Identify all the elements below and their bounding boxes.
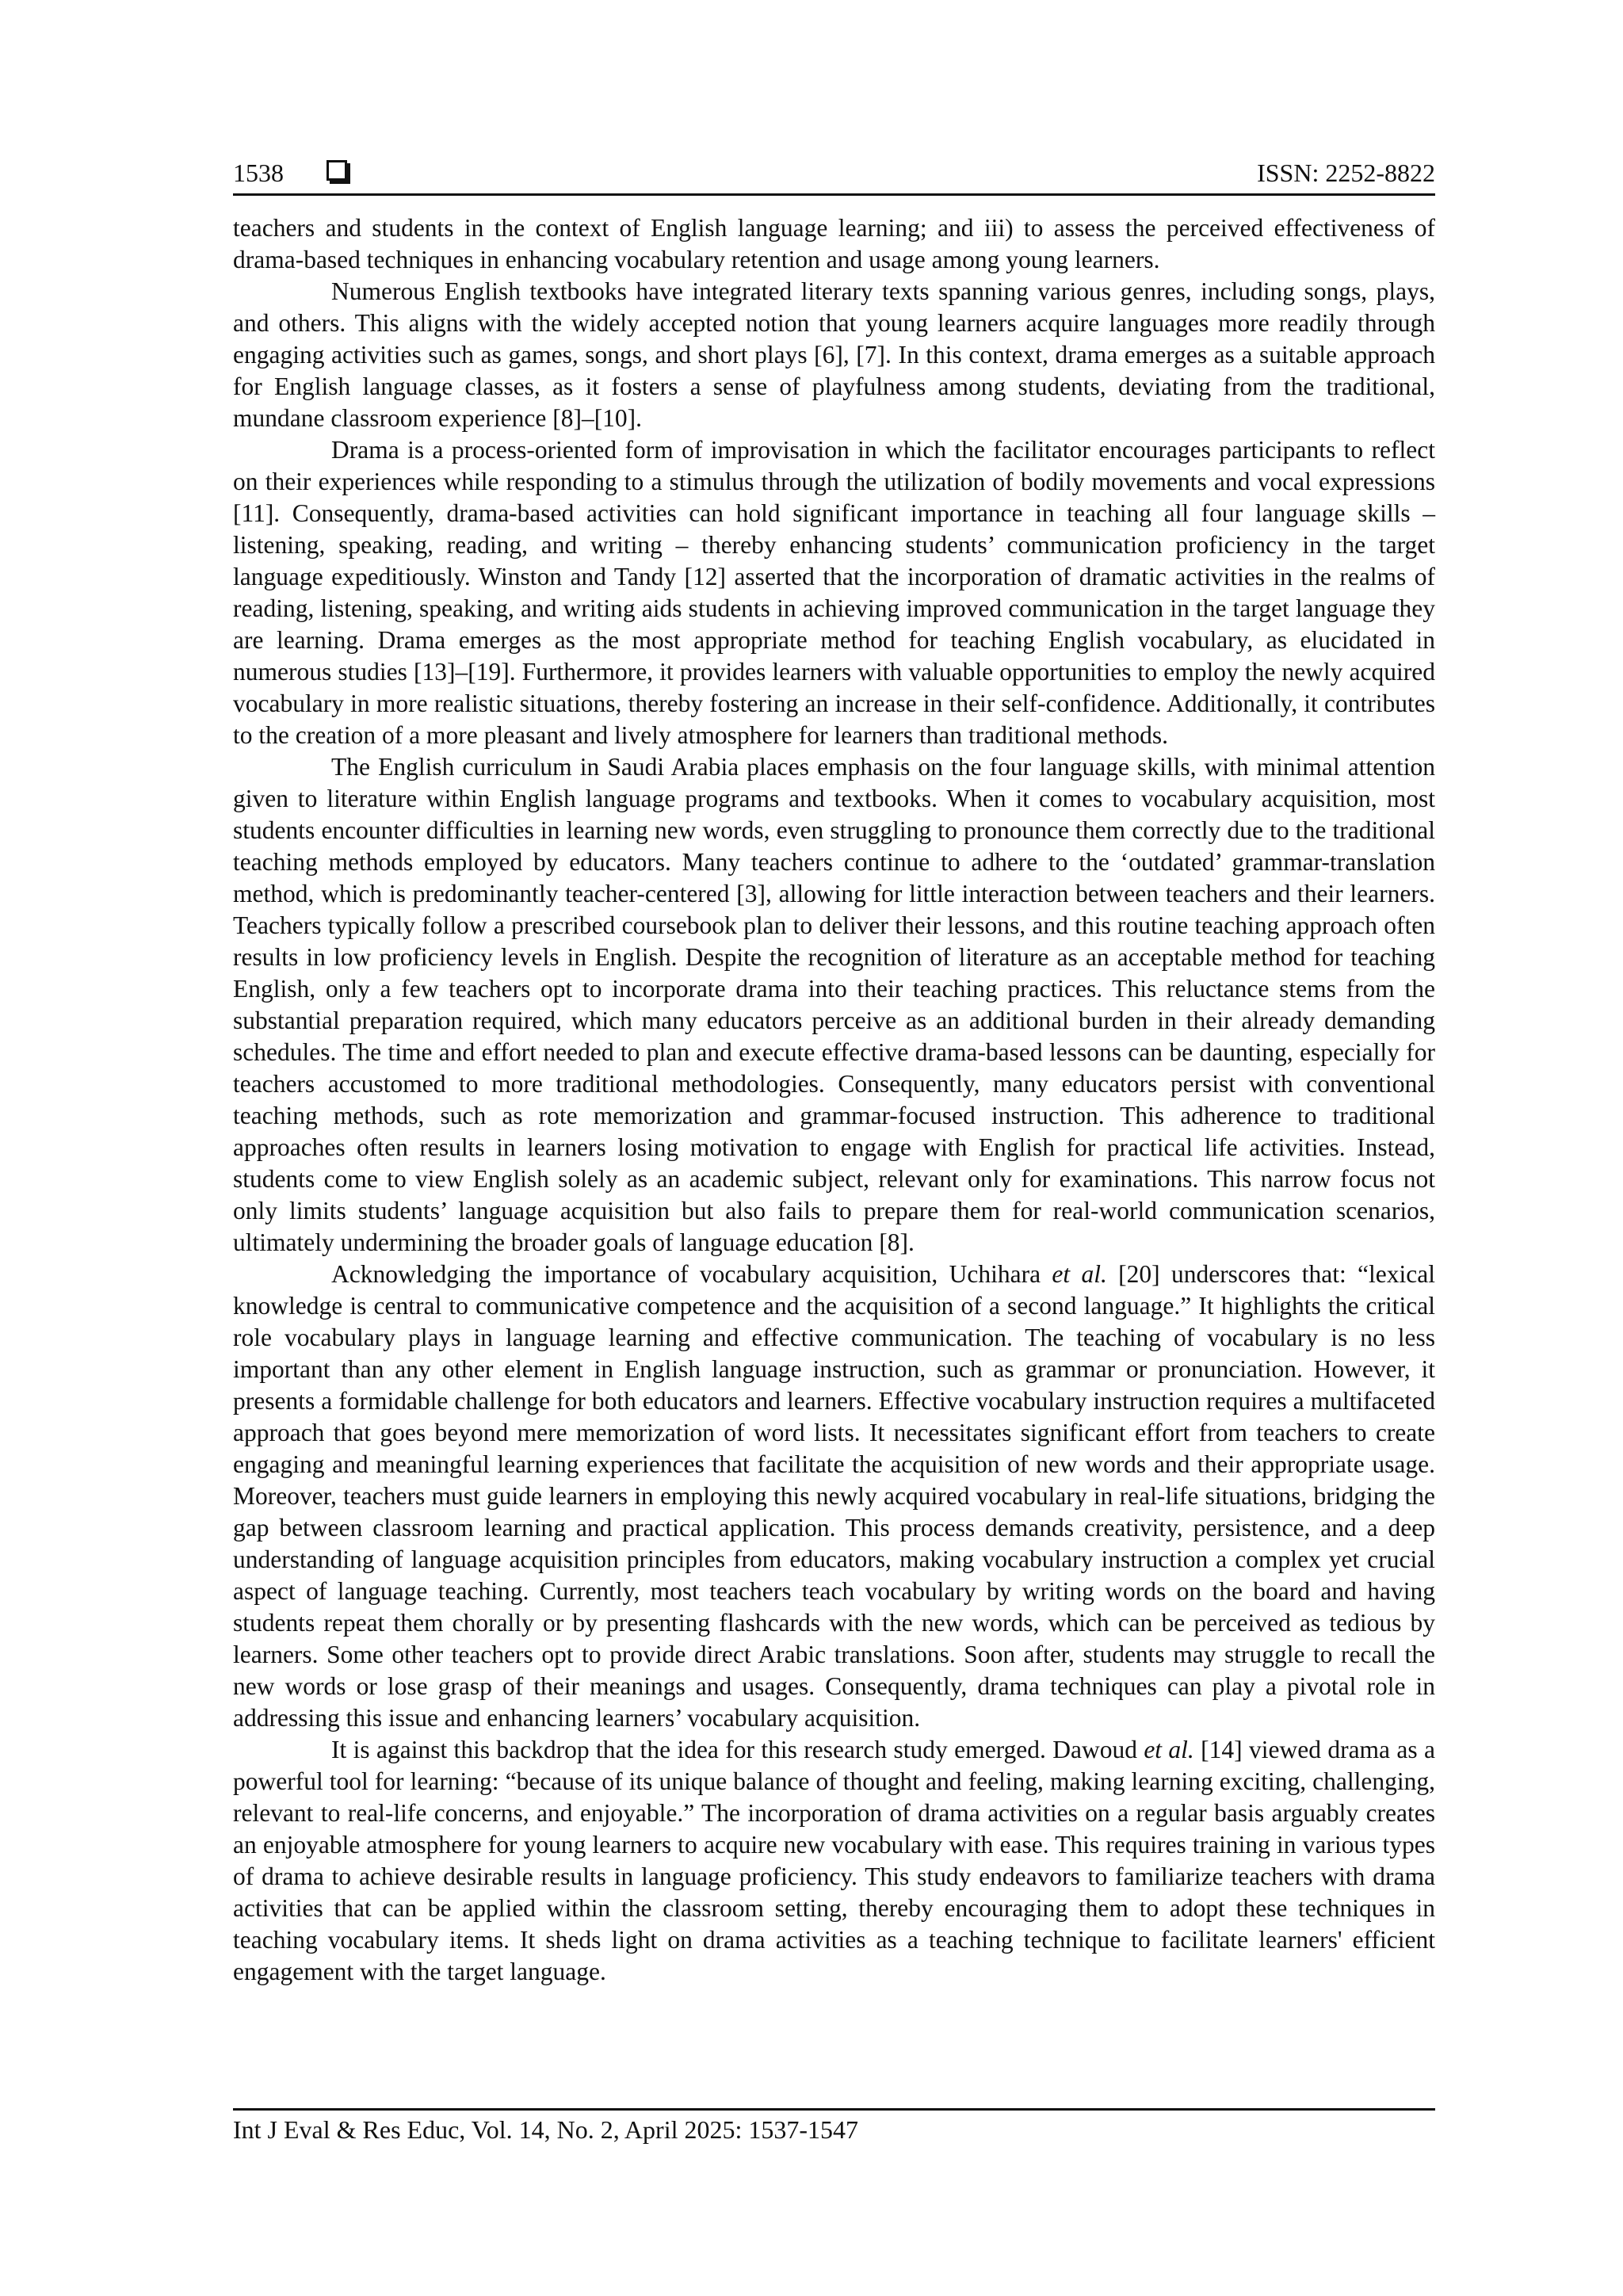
paragraph-2: Numerous English textbooks have integrated literary texts spanning various genres, including songs, plays, and others. This aligns with the widely accepted notion that young learners acquire languages more readily through engaging activities such as games, songs, and short plays [6], [7]. In this context, drama emerges as a suitable approach for English language classes, as it fosters a sense of playfulness among students, deviating from the traditional, mundane classroom experience [8]–[10]. bbox=[233, 277, 1435, 432]
paragraph-5-rest: [20] underscores that: “lexical knowledge is central to communicative competence and the acquisition of a second language.” It highlights the critical role vocabulary plays in language learning and effective communication. The teaching of vocabulary is no less important than any other element in English language instruction, such as grammar or pronunciation. However, it presents a formidable challenge for both educators and learners. Effective vocabulary instruction requires a multifaceted approach that goes beyond mere memorization of word lists. It necessitates significant effort from teachers to create engaging and meaningful learning experiences that facilitate the acquisition of new words and their appropriate usage. Moreover, teachers must guide learners in employing this newly acquired vocabulary in real-life situations, bridging the gap between classroom learning and practical application. This process demands creativity, persistence, and a deep understanding of language acquisition principles from educators, making vocabulary instruction a complex yet crucial aspect of language teaching. Currently, most teachers teach vocabulary by writing words on the board and having students repeat them chorally or by presenting flashcards with the new words, which can be perceived as tedious by learners. Some other teachers opt to provide direct Arabic translations. Soon after, students may struggle to recall the new words or lose grasp of their meanings and usages. Consequently, drama techniques can play a pivotal role in addressing this issue and enhancing learners’ vocabulary acquisition. bbox=[233, 1260, 1435, 1732]
paragraph-6 bbox=[233, 1734, 1435, 1988]
page-number: 1538 bbox=[233, 159, 284, 187]
paragraph-6-lead: It is against this backdrop that the idea for this research study emerged. Dawoud bbox=[331, 1736, 1144, 1763]
running-header bbox=[233, 155, 1435, 190]
header-divider bbox=[233, 193, 1435, 196]
paragraph-5 bbox=[233, 1259, 1435, 1734]
paragraph-1: teachers and students in the context of English language learning; and iii) to assess the perceived effectiveness of drama-based techniques in enhancing vocabulary retention and usage among young learners. bbox=[233, 214, 1435, 273]
issn-label: ISSN: 2252-8822 bbox=[1257, 159, 1435, 187]
paragraph-4: The English curriculum in Saudi Arabia places emphasis on the four language skills, with minimal attention given to literature within English language programs and textbooks. When it comes to vocabulary acquisition, most students encounter difficulties in learning new words, even struggling to pronounce them correctly due to the traditional teaching methods employed by educators. Many teachers continue to adhere to the ‘outdated’ grammar-translation method, which is predominantly teacher-centered [3], allowing for little interaction between teachers and their learners. Teachers typically follow a prescribed coursebook plan to deliver their lessons, and this routine teaching approach often results in low proficiency levels in English. Despite the recognition of literature as an acceptable method for teaching English, only a few teachers opt to incorporate drama into their teaching practices. This reluctance stems from the substantial preparation required, which many educators perceive as an additional burden in their already demanding schedules. The time and effort needed to plan and execute effective drama-based lessons can be daunting, especially for teachers accustomed to more traditional methodologies. Consequently, many educators persist with conventional teaching methods, such as rote memorization and grammar-focused instruction. This adherence to traditional approaches often results in learners losing motivation to engage with English for practical life activities. Instead, students come to view English solely as an academic subject, relevant only for examinations. This narrow focus not only limits students’ language acquisition but also fails to prepare them for real-world communication scenarios, ultimately undermining the broader goals of language education [8]. bbox=[233, 753, 1435, 1256]
checkbox-square-icon bbox=[327, 160, 347, 181]
et-al-italic: et al. bbox=[1144, 1736, 1194, 1763]
article-body bbox=[233, 212, 1435, 1988]
et-al-italic: et al. bbox=[1052, 1260, 1107, 1288]
footer-citation: Int J Eval & Res Educ, Vol. 14, No. 2, April 2025: 1537-1547 bbox=[233, 2115, 859, 2144]
footer-divider bbox=[233, 2108, 1435, 2111]
paragraph-5-lead: Acknowledging the importance of vocabulary acquisition, Uchihara bbox=[331, 1260, 1052, 1288]
paragraph-3: Drama is a process-oriented form of improvisation in which the facilitator encourages participants to reflect on their experiences while responding to a stimulus through the utilization of bodily movements and vocal expressions [11]. Consequently, drama-based activities can hold significant importance in teaching all four language skills – listening, speaking, reading, and writing – thereby enhancing students’ communication proficiency in the target language expeditiously. Winston and Tandy [12] asserted that the incorporation of dramatic activities in the realms of reading, listening, speaking, and writing aids students in achieving improved communication in the target language they are learning. Drama emerges as the most appropriate method for teaching English vocabulary, as elucidated in numerous studies [13]–[19]. Furthermore, it provides learners with valuable opportunities to employ the newly acquired vocabulary in more realistic situations, thereby fostering an increase in their self-confidence. Additionally, it contributes to the creation of a more pleasant and lively atmosphere for learners than traditional methods. bbox=[233, 436, 1435, 749]
paragraph-6-rest: [14] viewed drama as a powerful tool for learning: “because of its unique balance of thought and feeling, making learning exciting, challenging, relevant to real-life concerns, and enjoyable.” The incorporation of drama activities on a regular basis arguably creates an enjoyable atmosphere for young learners to acquire new vocabulary with ease. This requires training in various types of drama to achieve desirable results in language proficiency. This study endeavors to familiarize teachers with drama activities that can be applied within the classroom setting, thereby encouraging them to adopt these techniques in teaching vocabulary items. It sheds light on drama activities as a teaching technique to facilitate learners' efficient engagement with the target language. bbox=[233, 1736, 1435, 1985]
